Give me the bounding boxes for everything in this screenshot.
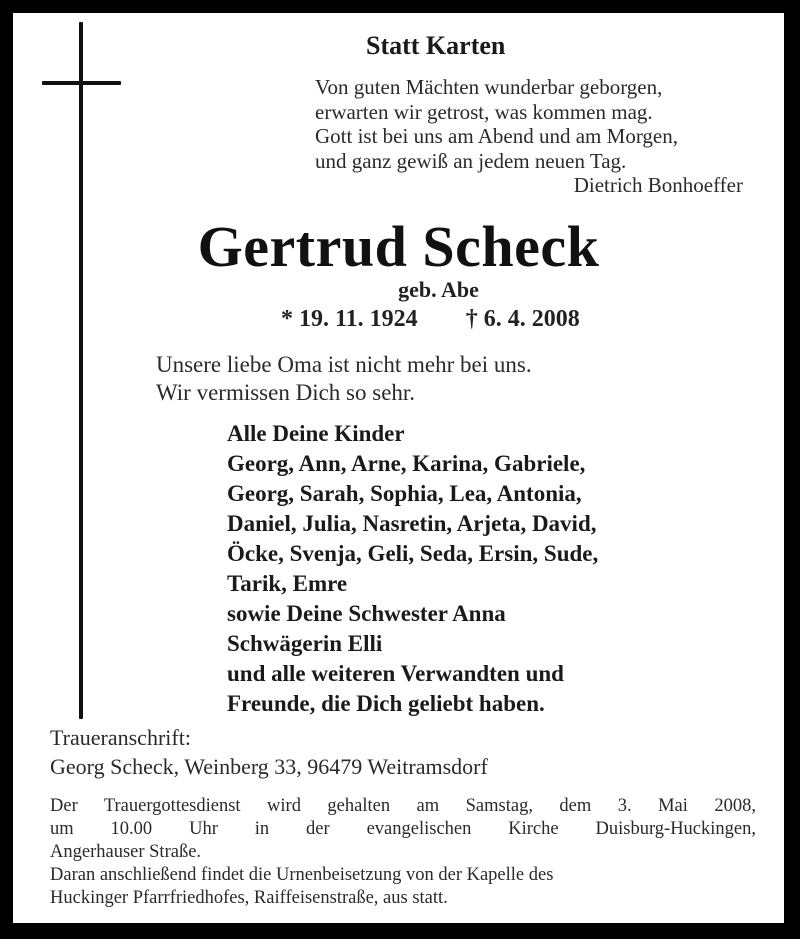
deceased-name: Gertrud Scheck bbox=[197, 214, 600, 279]
poem-author: Dietrich Bonhoeffer bbox=[573, 173, 743, 197]
mourners-line: Daniel, Julia, Nasretin, Arjeta, David, bbox=[227, 511, 597, 536]
mourners-line: Georg, Sarah, Sophia, Lea, Antonia, bbox=[227, 481, 582, 506]
poem-line: Gott ist bei uns am Abend und am Morgen, bbox=[315, 124, 678, 148]
life-dates bbox=[281, 306, 580, 333]
mourners-line: Tarik, Emre bbox=[227, 571, 348, 596]
mourners-line: Alle Deine Kinder bbox=[227, 421, 405, 446]
service-info bbox=[50, 795, 756, 910]
mourning-address-label: Traueranschrift: bbox=[50, 725, 191, 750]
mourners-line: Öcke, Svenja, Geli, Seda, Ersin, Sude, bbox=[227, 541, 599, 566]
mourners-list bbox=[227, 419, 598, 719]
mourners-line: sowie Deine Schwester Anna bbox=[227, 601, 506, 626]
poem-line: und ganz gewiß an jedem neuen Tag. bbox=[315, 148, 627, 173]
obituary-notice bbox=[13, 13, 784, 923]
poem bbox=[315, 75, 678, 173]
message-line: Unsere liebe Oma ist nicht mehr bei uns. bbox=[156, 352, 532, 377]
poem-line: Von guten Mächten wunderbar geborgen, bbox=[315, 75, 663, 99]
service-line: um 10.00 Uhr in der evangelischen Kirche Duisburg-Huckingen, bbox=[50, 819, 756, 839]
service-line: Daran anschließend findet die Urnenbeisetzung von der Kapelle des bbox=[50, 865, 554, 885]
mourning-address: Georg Scheck, Weinberg 33, 96479 Weitramsdorf bbox=[50, 754, 488, 779]
cross-icon bbox=[79, 22, 83, 719]
farewell-message bbox=[156, 351, 532, 407]
maiden-name: geb. Abe bbox=[398, 277, 479, 302]
mourners-line: und alle weiteren Verwandten und bbox=[227, 661, 564, 686]
cross-icon-bar bbox=[42, 81, 121, 85]
mourners-line: Freunde, die Dich geliebt haben. bbox=[227, 691, 545, 716]
mourners-line: Georg, Ann, Arne, Karina, Gabriele, bbox=[227, 451, 586, 476]
poem-line: erwarten wir getrost, was kommen mag. bbox=[315, 99, 653, 124]
death-date: † 6. 4. 2008 bbox=[465, 306, 580, 332]
message-line: Wir vermissen Dich so sehr. bbox=[156, 380, 416, 405]
mourners-line: Schwägerin Elli bbox=[227, 631, 383, 656]
birth-date: * 19. 11. 1924 bbox=[281, 306, 418, 332]
service-line: Huckinger Pfarrfriedhofes, Raiffeisenstraße, aus statt. bbox=[50, 888, 448, 908]
service-line: Der Trauergottesdienst wird gehalten am Samstag, dem 3. Mai 2008, bbox=[50, 796, 756, 816]
service-line: Angerhauser Straße. bbox=[50, 842, 202, 862]
notice-header: Statt Karten bbox=[366, 31, 506, 60]
